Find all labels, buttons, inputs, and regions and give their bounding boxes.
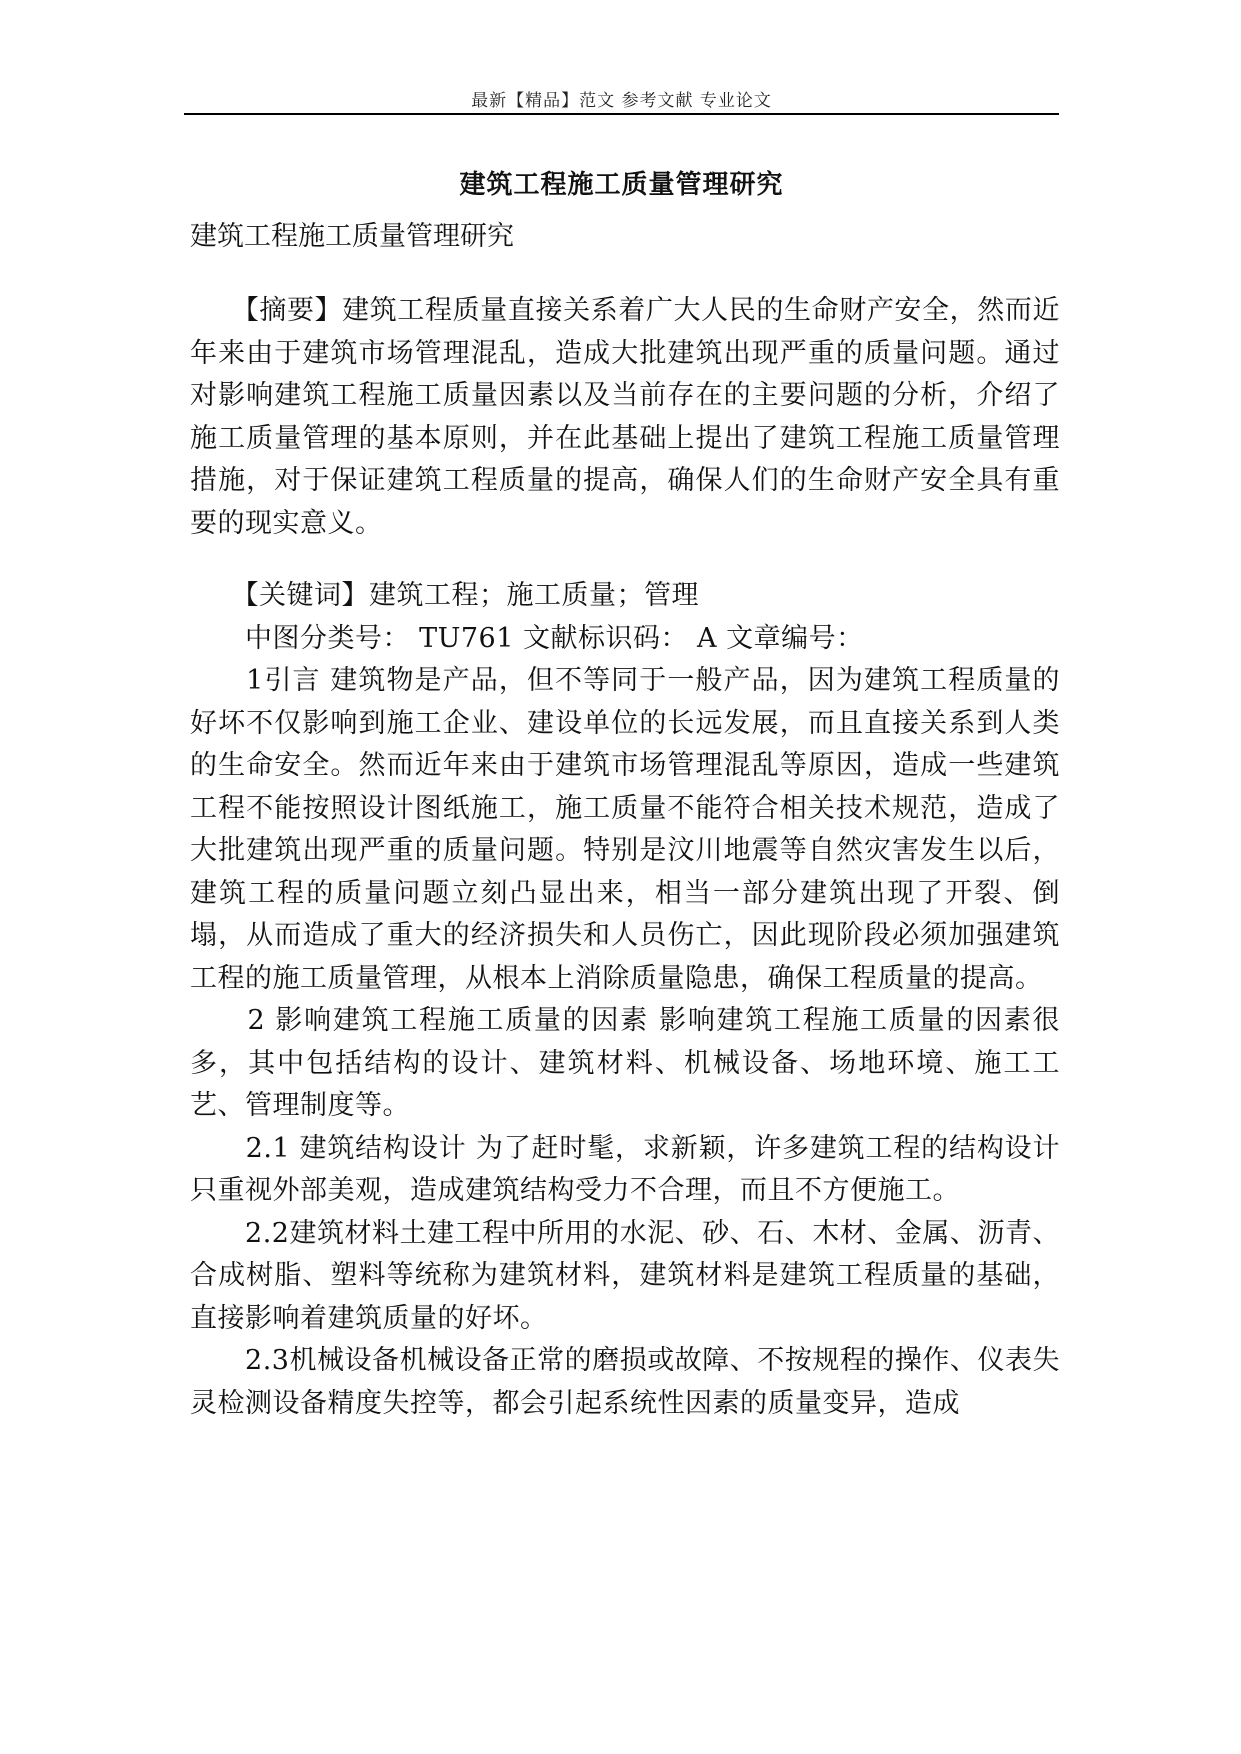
body-paragraph: 2 影响建筑工程施工质量的因素 影响建筑工程施工质量的因素很多，其中包括结构的设计、建筑材料、机械设备、场地环境、施工工艺、管理制度等。 [190, 1005, 1060, 1121]
body-paragraph: 2.3机械设备机械设备正常的磨损或故障、不按规程的操作、仪表失灵检测设备精度失控等，都会引起系统性因素的质量变异，造成 [190, 1345, 1060, 1419]
body-paragraph: 2.2建筑材料土建工程中所用的水泥、砂、石、木材、金属、沥青、合成树脂、塑料等统称为建筑材料，建筑材料是建筑工程质量的基础，直接影响着建筑质量的好坏。 [190, 1217, 1060, 1334]
document-title: 建筑工程施工质量管理研究 [459, 170, 784, 200]
keywords-paragraph: 【关键词】建筑工程；施工质量；管理 [190, 580, 699, 611]
header-divider [184, 113, 1059, 115]
classification-paragraph: 中图分类号： TU761 文献标识码： A 文章编号： [190, 622, 864, 654]
document-subtitle: 建筑工程施工质量管理研究 [190, 221, 514, 252]
body-paragraph: 2.1 建筑结构设计 为了赶时髦，求新颖，许多建筑工程的结构设计只重视外部美观，造成建筑结构受力不合理，而且不方便施工。 [190, 1132, 1060, 1206]
page-header: 最新【精品】范文 参考文献 专业论文 [471, 91, 772, 111]
body-paragraph: 1引言 建筑物是产品，但不等同于一般产品，因为建筑工程质量的好坏不仅影响到施工企业、建设单位的长远发展，而且直接关系到人类的生命安全。然而近年来由于建筑市场管理混乱等原因，造成一些建筑工程不能按照设计图纸施工，施工质量不能符合相关技术规范，造成了大批建筑出现严重的质量问题。特别是汶川地震等自然灾害发生以后，建筑工程的质量问题立刻凸显出来，相当一部分建筑出现了开裂、倒塌，从而造成了重大的经济损失和人员伤亡，因此现阶段必须加强建筑工程的施工质量管理，从根本上消除质量隐患，确保工程质量的提高。 [190, 665, 1060, 994]
abstract-paragraph: 【摘要】建筑工程质量直接关系着广大人民的生命财产安全，然而近年来由于建筑市场管理混乱，造成大批建筑出现严重的质量问题。通过对影响建筑工程施工质量因素以及当前存在的主要问题的分析，介绍了施工质量管理的基本原则，并在此基础上提出了建筑工程施工质量管理措施，对于保证建筑工程质量的提高，确保人们的生命财产安全具有重要的现实意义。 [190, 295, 1060, 539]
document-body [190, 218, 1060, 1425]
